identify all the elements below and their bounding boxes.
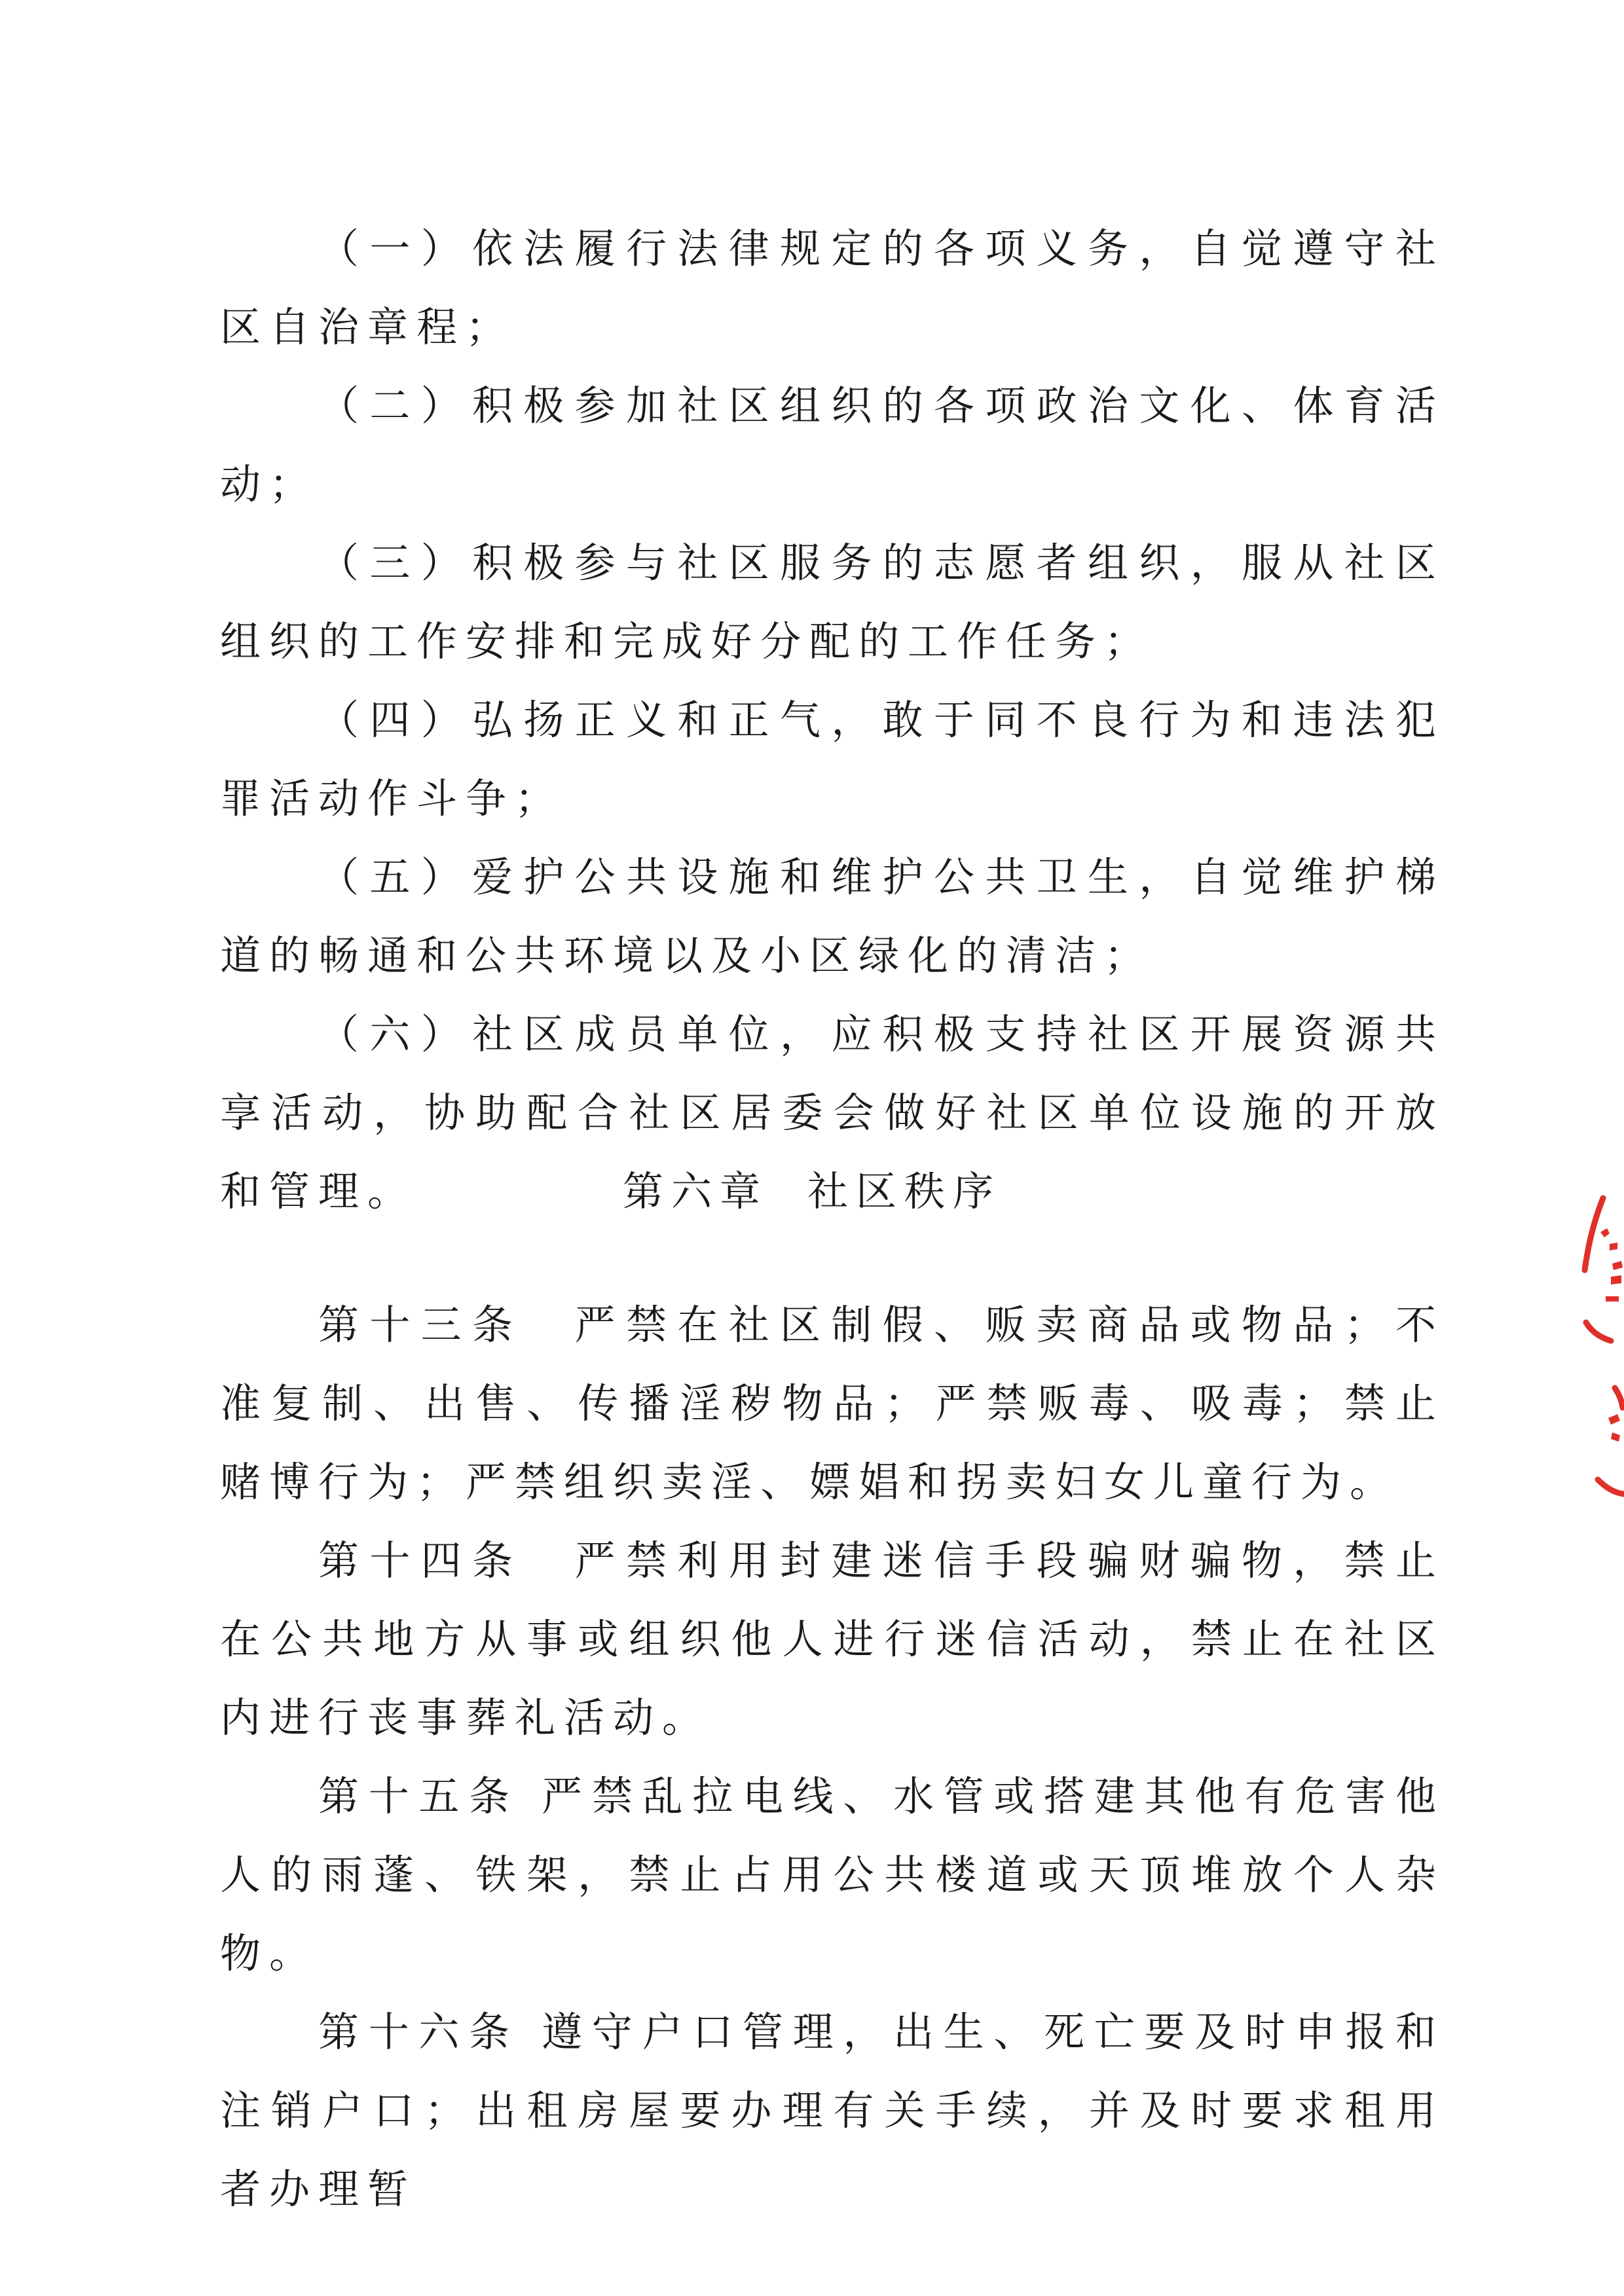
article-14: 第十四条 严禁利用封建迷信手段骗财骗物，禁止在公共地方从事或组织他人进行迷信活动，禁止在社区内进行丧事葬礼活动。 [220,1537,1445,1741]
articles-list [220,1286,1445,2229]
seal-stamp-fragment [1572,1172,1624,1512]
obligation-item-1: （一）依法履行法律规定的各项义务，自觉遵守社区自治章程； [220,225,1445,351]
chapter-number: 第六章 [622,1167,768,1215]
article-13: 第十三条 严禁在社区制假、贩卖商品或物品；不准复制、出售、传播淫秽物品；严禁贩毒、吸毒；禁止赌博行为；严禁组织卖淫、嫖娼和拐卖妇女儿童行为。 [220,1301,1445,1506]
seal-ring-arc-mid [1586,1322,1611,1341]
article-15: 第十五条 严禁乱拉电线、水管或搭建其他有危害他人的雨蓬、铁架，禁止占用公共楼道或天顶堆放个人杂物。 [220,1772,1445,1977]
seal-ring-arc-lower [1615,1388,1623,1408]
seal-glyph-fragment-1 [1600,1228,1623,1270]
obligation-item-2: （二）积极参加社区组织的各项政治文化、体育活动； [220,382,1445,508]
obligation-item-4: （四）弘扬正义和正气，敢于同不良行为和违法犯罪活动作斗争； [220,696,1445,822]
obligation-item-6: （六）社区成员单位，应积极支持社区开展资源共享活动，协助配合社区居委会做好社区单位设施的开放和管理。 [220,1010,1445,1215]
seal-glyph-fragment-2 [1606,1275,1621,1302]
seal-ring-arc-top [1585,1198,1603,1270]
seal-glyph-fragment-3 [1608,1414,1620,1442]
obligations-list [220,210,1445,1231]
chapter-title-text: 社区秩序 [807,1167,1002,1215]
article-16: 第十六条 遵守户口管理，出生、死亡要及时申报和注销户口；出租房屋要办理有关手续，并及时要求租用者办理暂 [220,2008,1445,2213]
seal-ring-arc-bottom [1598,1480,1624,1494]
chapter-heading [0,1159,1624,1224]
obligation-item-5: （五）爱护公共设施和维护公共卫生，自觉维护梯道的畅通和公共环境以及小区绿化的清洁； [220,853,1445,979]
obligation-item-3: （三）积极参与社区服务的志愿者组织，服从社区组织的工作安排和完成好分配的工作任务； [220,539,1445,665]
